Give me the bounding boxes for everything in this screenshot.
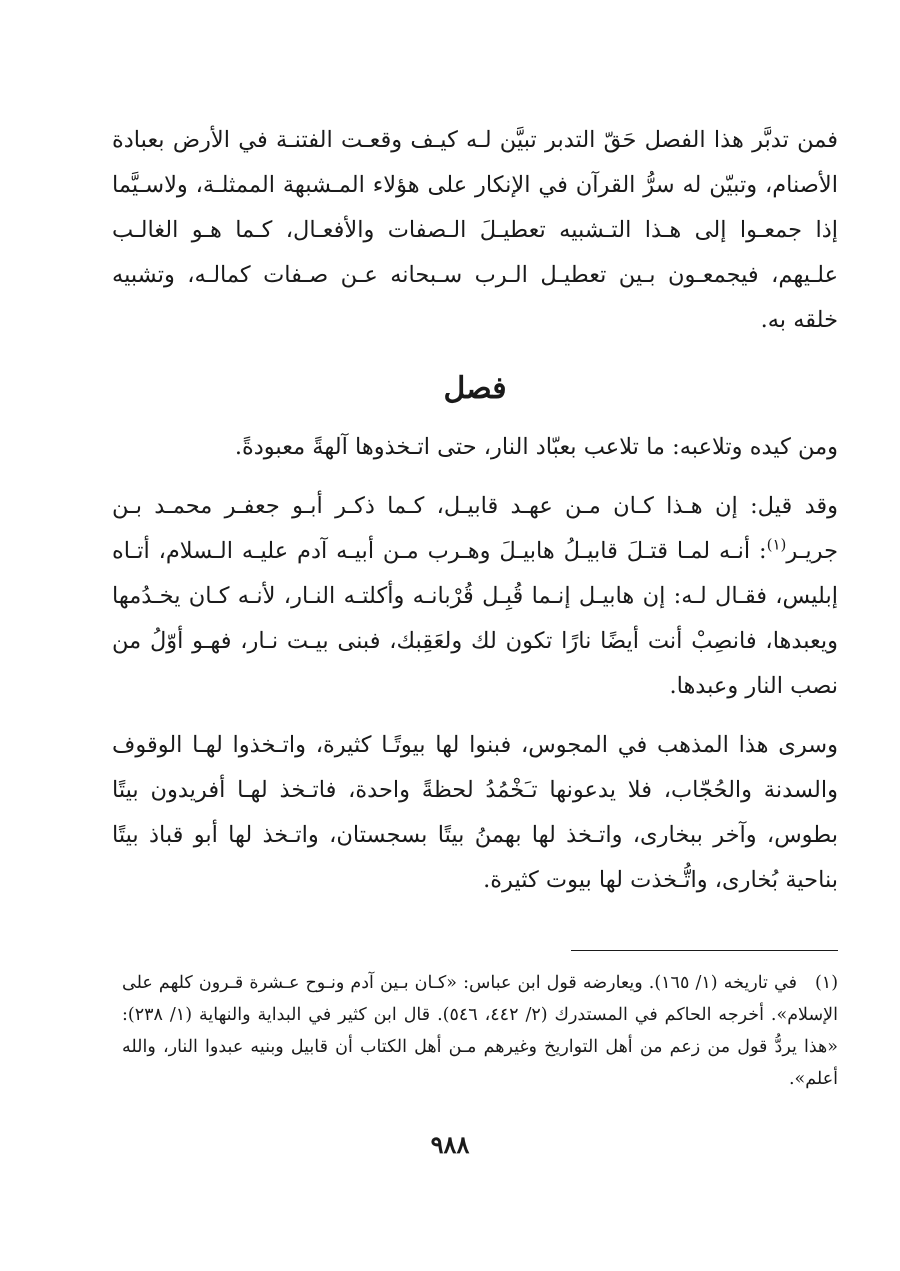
footnote-marker: (١)	[814, 973, 839, 993]
footnote-divider	[571, 950, 838, 951]
footnote-reference[interactable]: (١)	[766, 535, 787, 554]
section-heading: فصل	[443, 371, 507, 406]
footnotes	[122, 967, 838, 1095]
paragraph-2: ومن كيده وتلاعبه: ما تلاعب بعبّاد النار، حتى اتـخذوها آلهةً معبودةً.	[234, 434, 838, 460]
paragraph-4: وسرى هذا المذهب في المجوس، فبنوا لها بيوتًـا كثيرة، واتـخذوا لهـا الوقوف والسدنة والحُجّاب، فلا يدعونها تـَخْمُدُ لحظةً واحدة، فاتـخذ لهـا أفريدون بيتًا بطوس، وآخر ببخارى، واتـخذ لها بهمنُ بيتًا بسجستان، واتـخذ لها أبو قباذ بيتًا بناحية بُخارى، واتُّـخذت لها بيوت كثيرة.	[112, 732, 838, 893]
page-number: ٩٨٨	[430, 1130, 470, 1159]
paragraph-3-part-a: وقد قيل: إن هـذا كـان مـن عهـد قابيـل، كـما ذكـر أبـو جعفـر محمـد بـن جريـر	[112, 493, 838, 564]
paragraph-3	[112, 484, 838, 709]
footnote-text: في تاريخه (١/ ١٦٥). ويعارضه قول ابن عباس: «كـان بـين آدم ونـوح عـشرة قـرون كلهم على الإسلام». أخرجه الحاكم في المستدرك (٢/ ٤٤٢، ٥٤٦). قال ابن كثير في البداية والنهاية (١/ ٢٣٨): «هذا يردُّ قول من زعم من أهل التواريخ وغيرهم مـن أهل الكتاب أن قابيل وبنيه عبدوا النار، والله أعلم».	[122, 973, 838, 1089]
paragraph-1: فمن تدبَّر هذا الفصل حَقّ التدبر تبيَّن لـه كيـف وقعـت الفتنـة في الأرض بعبادة الأصنام، وتبيّن له سرُّ القرآن في الإنكار على هؤلاء المـشبهة الممثلـة، ولاسـيَّما إذا جمعـوا إلى هـذا التـشبيه تعطيـلَ الـصفات والأفعـال، كـما هـو الغالـب علـيهم، فيجمعـون بـين تعطيـل الـرب سـبحانه عـن صـفات كمالـه، وتشبيه خلقه به.	[112, 127, 838, 333]
paragraph-3-part-b: : أنـه لمـا قتـلَ قابيـلُ هابيـلَ وهـرب مـن أبيـه آدم عليـه الـسلام، أتـاه إبليس، فقـال لـه: إن هابيـل إنـما قُبِـل قُرْبانـه وأكلتـه النـار، لأنـه كـان يخـدُمها ويعبدها، فانصِبْ أنت أيضًا نارًا تكون لك ولعَقِبك، فبنى بيـت نـار، فهـو أوّلُ من نصب النار وعبدها.	[112, 538, 838, 699]
main-text	[112, 118, 838, 903]
footnote-item	[122, 967, 838, 1095]
